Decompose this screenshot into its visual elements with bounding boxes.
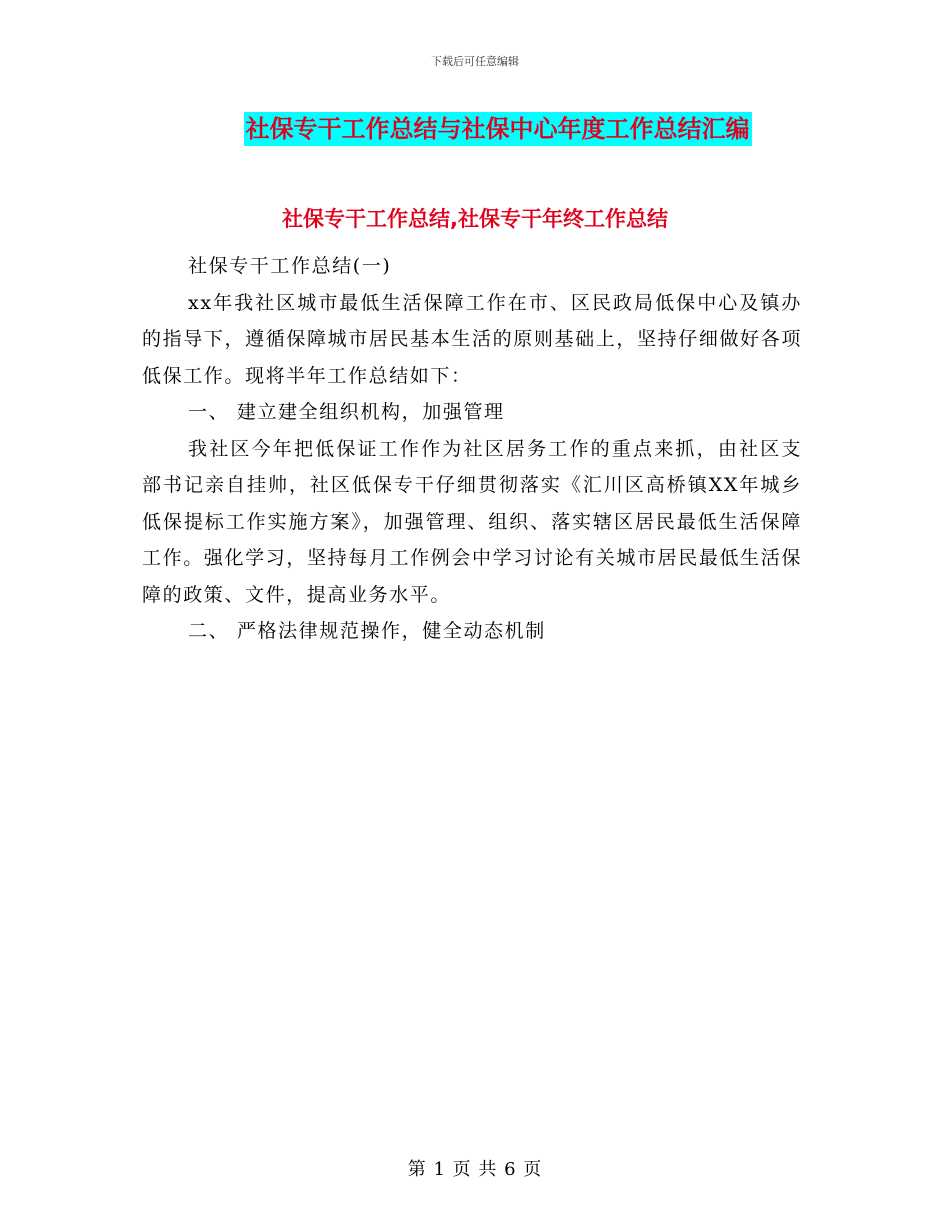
paragraph-section-heading: 社保专干工作总结(一)	[188, 255, 392, 277]
header-note: 下载后可任意编辑	[431, 55, 519, 68]
document-body	[142, 248, 802, 650]
footer-suffix: 页	[523, 1159, 543, 1180]
main-title: 社保专干工作总结与社保中心年度工作总结汇编	[244, 112, 752, 146]
footer-total-pages: 6	[504, 1159, 517, 1180]
sub-title: 社保专干工作总结,社保专干年终工作总结	[282, 207, 668, 231]
main-title-container	[0, 112, 950, 146]
paragraph-body: 我社区今年把低保证工作作为社区居务工作的重点来抓，由社区支部书记亲自挂帅，社区低保专干仔细贯彻落实《汇川区高桥镇XX年城乡低保提标工作实施方案》，加强管理、组织、落实辖区居民最低生活保障工作。强化学习，坚持每月工作例会中学习讨论有关城市居民最低生活保障的政策、文件，提高业务水平。	[142, 437, 802, 606]
paragraph-intro: xx年我社区城市最低生活保障工作在市、区民政局低保中心及镇办的指导下，遵循保障城市居民基本生活的原则基础上，坚持仔细做好各项低保工作。现将半年工作总结如下：	[142, 291, 802, 387]
page-footer	[0, 1155, 950, 1181]
footer-prefix: 第	[407, 1159, 427, 1180]
paragraph-point-one: 一、 建立建全组织机构，加强管理	[188, 401, 505, 423]
footer-middle: 页 共	[452, 1159, 498, 1180]
footer-current-page: 1	[433, 1159, 446, 1180]
paragraph-point-two: 二、 严格法律规范操作，健全动态机制	[188, 620, 546, 642]
